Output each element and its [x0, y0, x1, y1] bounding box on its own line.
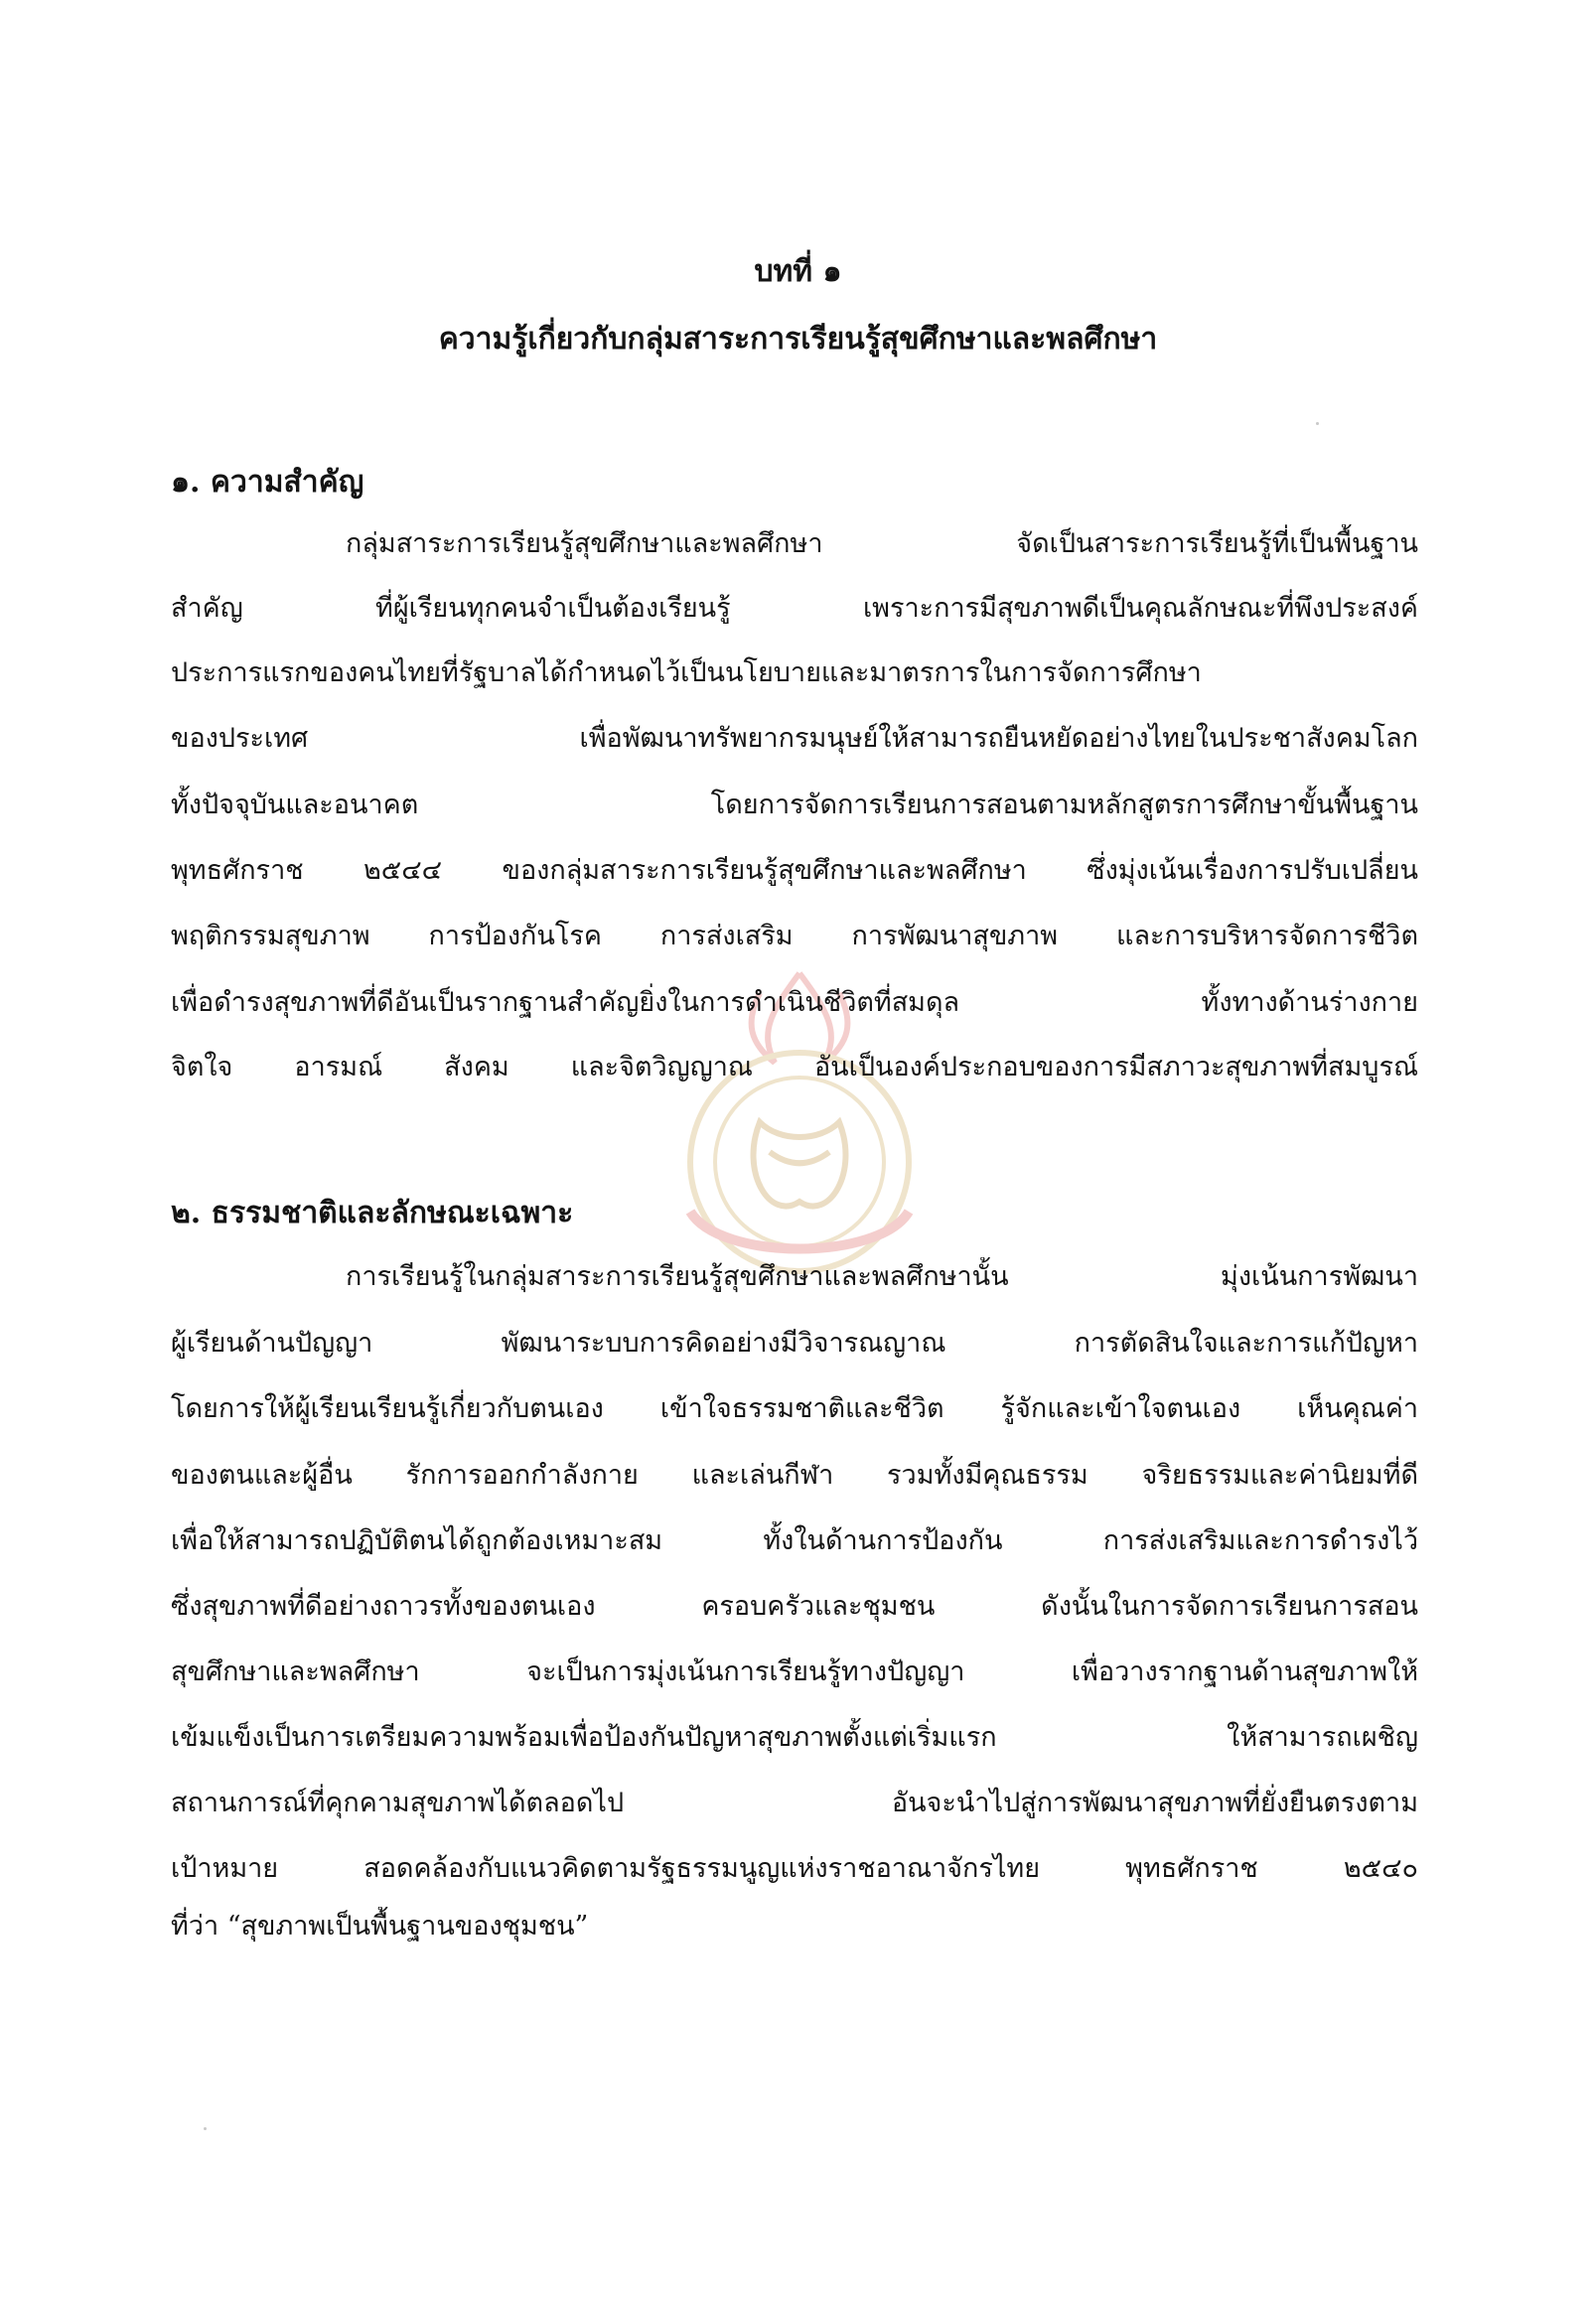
- paragraph-line: ซึ่งสุขภาพที่ดีอย่างถาวรทั้งของตนเอง ครอบครัวและชุมชน ดังนั้นในการจัดการเรียนการสอน: [171, 1591, 1418, 1622]
- paragraph-line: ทั้งปัจจุบันและอนาคต โดยการจัดการเรียนการสอนตามหลักสูตรการศึกษาขั้นพื้นฐาน: [171, 790, 1418, 820]
- paragraph-line: ของประเทศ เพื่อพัฒนาทรัพยากรมนุษย์ให้สามารถยืนหยัดอย่างไทยในประชาสังคมโลก: [171, 723, 1418, 754]
- paragraph-line: สถานการณ์ที่คุกคามสุขภาพได้ตลอดไป อันจะนำไปสู่การพัฒนาสุขภาพที่ยั่งยืนตรงตาม: [171, 1788, 1418, 1818]
- paragraph-line: พฤติกรรมสุขภาพ การป้องกันโรค การส่งเสริม การพัฒนาสุขภาพ และการบริหารจัดการชีวิต: [171, 921, 1418, 951]
- paragraph-line: โดยการให้ผู้เรียนเรียนรู้เกี่ยวกับตนเอง เข้าใจธรรมชาติและชีวิต รู้จักและเข้าใจตนเอง เห็นคุณค่า: [171, 1393, 1418, 1424]
- paragraph-line: ของตนและผู้อื่น รักการออกกำลังกาย และเล่นกีฬา รวมทั้งมีคุณธรรม จริยธรรมและค่านิยมที่ดี: [171, 1460, 1418, 1491]
- paragraph-line: ประการแรกของคนไทยที่รัฐบาลได้กำหนดไว้เป็นนโยบายและมาตรการในการจัดการศึกษา: [171, 657, 1202, 688]
- paragraph-line: เป้าหมาย สอดคล้องกับแนวคิดตามรัฐธรรมนูญแห่งราชอาณาจักรไทย พุทธศักราช ๒๕๔๐: [171, 1853, 1418, 1884]
- paragraph-line: สุขศึกษาและพลศึกษา จะเป็นการมุ่งเน้นการเรียนรู้ทางปัญญา เพื่อวางรากฐานด้านสุขภาพให้: [171, 1656, 1418, 1687]
- scan-speck: [1316, 422, 1319, 425]
- paragraph-line: เข้มแข็งเป็นการเตรียมความพร้อมเพื่อป้องกันปัญหาสุขภาพตั้งแต่เริ่มแรก ให้สามารถเผชิญ: [171, 1722, 1418, 1753]
- paragraph-line: พุทธศักราช ๒๕๔๔ ของกลุ่มสาระการเรียนรู้สุขศึกษาและพลศึกษา ซึ่งมุ่งเน้นเรื่องการปรับเปลี่ยน: [171, 855, 1418, 886]
- paragraph-line: จิตใจ อารมณ์ สังคม และจิตวิญญาณ อันเป็นองค์ประกอบของการมีสภาวะสุขภาพที่สมบูรณ์: [171, 1052, 1418, 1082]
- scan-speck: [204, 2127, 207, 2130]
- chapter-number: บทที่ ๑: [754, 254, 842, 289]
- paragraph-line: สำคัญ ที่ผู้เรียนทุกคนจำเป็นต้องเรียนรู้ เพราะการมีสุขภาพดีเป็นคุณลักษณะที่พึงประสงค์: [171, 593, 1418, 624]
- paragraph-line: เพื่อให้สามารถปฏิบัติตนได้ถูกต้องเหมาะสม ทั้งในด้านการป้องกัน การส่งเสริมและการดำรงไว้: [171, 1525, 1418, 1556]
- section-heading-nature: ๒. ธรรมชาติและลักษณะเฉพาะ: [171, 1196, 574, 1230]
- paragraph-line: การเรียนรู้ในกลุ่มสาระการเรียนรู้สุขศึกษาและพลศึกษานั้น มุ่งเน้นการพัฒนา: [346, 1261, 1418, 1292]
- paragraph-line: กลุ่มสาระการเรียนรู้สุขศึกษาและพลศึกษา จัดเป็นสาระการเรียนรู้ที่เป็นพื้นฐาน: [346, 528, 1418, 559]
- section-heading-importance: ๑. ความสำคัญ: [171, 465, 364, 500]
- paragraph-line: ผู้เรียนด้านปัญญา พัฒนาระบบการคิดอย่างมีวิจารณญาณ การตัดสินใจและการแก้ปัญหา: [171, 1328, 1418, 1359]
- paragraph-line: เพื่อดำรงสุขภาพที่ดีอันเป็นรากฐานสำคัญยิ่งในการดำเนินชีวิตที่สมดุล ทั้งทางด้านร่างกาย: [171, 987, 1418, 1018]
- chapter-title: ความรู้เกี่ยวกับกลุ่มสาระการเรียนรู้สุขศึกษาและพลศึกษา: [438, 322, 1158, 357]
- paragraph-line: ที่ว่า “สุขภาพเป็นพื้นฐานของชุมชน”: [171, 1911, 589, 1942]
